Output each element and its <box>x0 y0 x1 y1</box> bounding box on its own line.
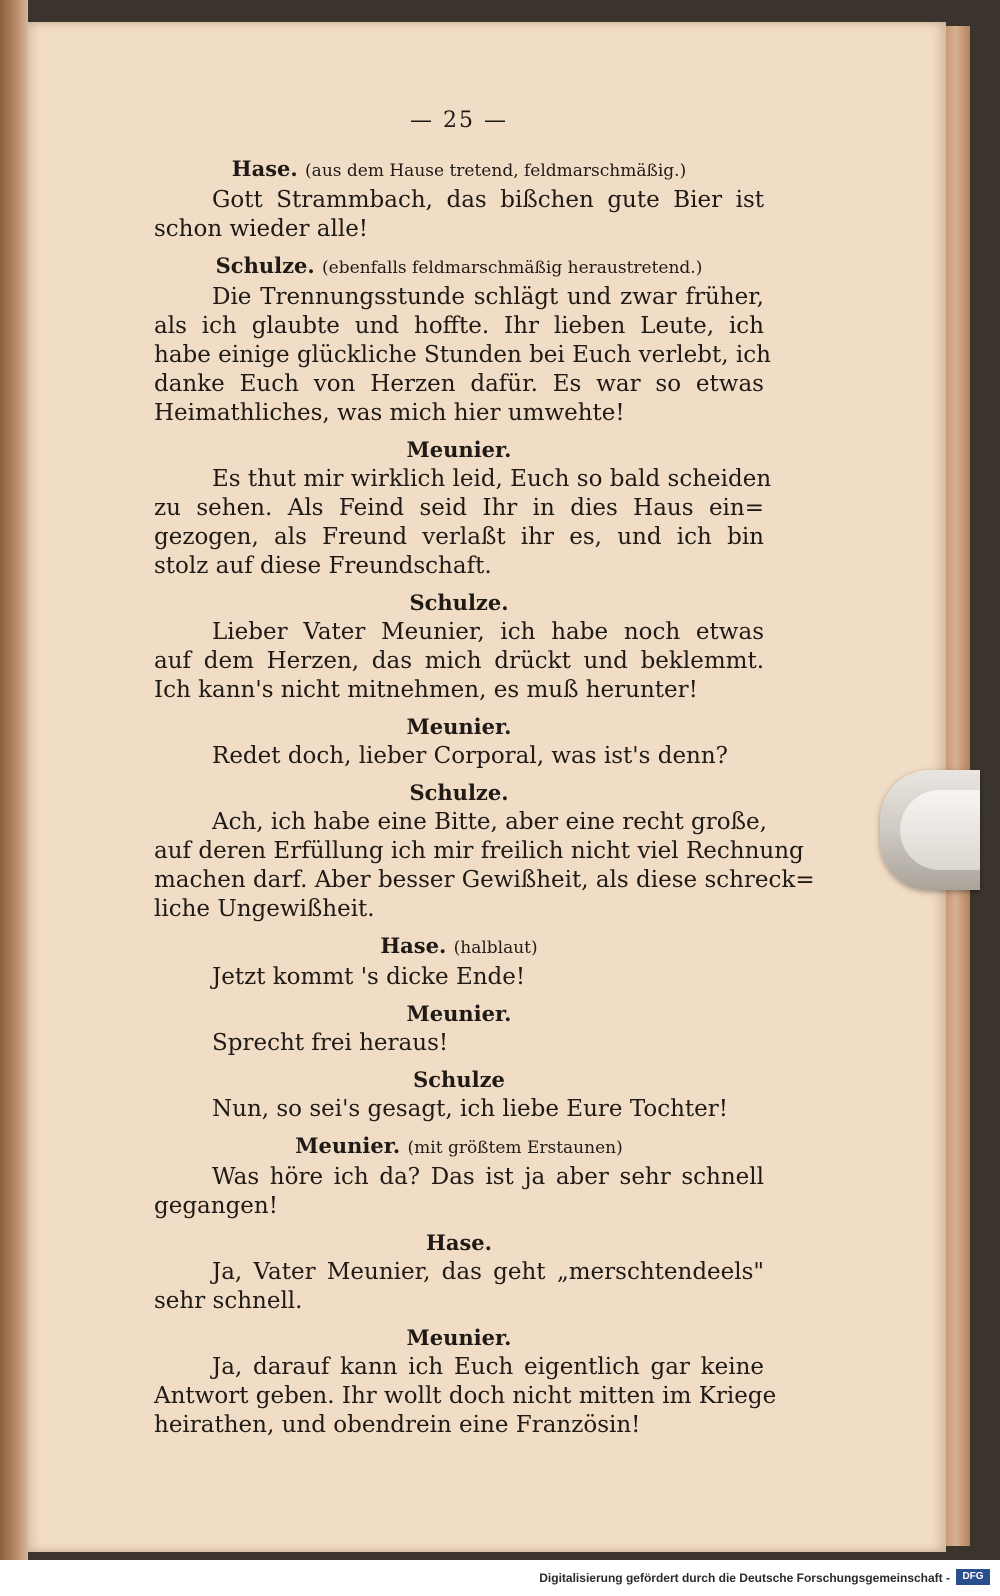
text-line: Nun, so sei's gesagt, ich liebe Eure Tochter! <box>212 1096 729 1122</box>
speaker-name: Schulze <box>413 1067 505 1092</box>
text-line: Ja, darauf kann ich Euch eigentlich gar keine <box>212 1354 764 1380</box>
speaker-name: Meunier. <box>295 1133 401 1158</box>
block-gap <box>154 1440 764 1447</box>
stage-direction: (mit größtem Erstaunen) <box>407 1138 623 1158</box>
text-line: gegangen! <box>154 1193 278 1219</box>
dfg-logo: DFG <box>956 1569 990 1585</box>
text-line: Es thut mir wirklich leid, Euch so bald scheiden <box>212 466 772 492</box>
text-line: Ich kann's nicht mitnehmen, es muß herunter! <box>154 677 698 703</box>
speaker-heading <box>154 1131 764 1163</box>
text-line: stolz auf diese Freundschaft. <box>154 553 492 579</box>
text-line: Jetzt kommt 's dicke Ende! <box>212 964 526 990</box>
text-line: Die Trennungsstunde schlägt und zwar früher, <box>212 284 764 310</box>
block-gap <box>154 1058 764 1065</box>
speaker-name: Meunier. <box>406 1325 512 1350</box>
speaker-name: Hase. <box>231 156 298 181</box>
speaker-heading <box>154 1228 764 1258</box>
speaker-name: Meunier. <box>406 437 512 462</box>
text-line: Gott Strammbach, das bißchen gute Bier ist <box>212 187 764 213</box>
text-line: Lieber Vater Meunier, ich habe noch etwas <box>212 619 764 645</box>
block-gap <box>154 1221 764 1228</box>
block-gap <box>154 1316 764 1323</box>
speaker-name: Meunier. <box>406 714 512 739</box>
speaker-name: Schulze. <box>409 590 509 615</box>
speaker-heading <box>154 712 764 742</box>
block-gap <box>154 771 764 778</box>
text-line: als ich glaubte und hoffte. Ihr lieben Leute, ich <box>154 313 764 339</box>
text-line: zu sehen. Als Feind seid Ihr in dies Haus ein= <box>154 495 764 521</box>
speaker-heading <box>154 251 764 283</box>
block-gap <box>154 1124 764 1131</box>
page-clip-highlight <box>900 790 980 870</box>
block-gap <box>154 428 764 435</box>
text-line: Antwort geben. Ihr wollt doch nicht mitten im Kriege <box>154 1383 777 1409</box>
speaker-heading <box>154 778 764 808</box>
block-gap <box>154 244 764 251</box>
text-line: Sprecht frei heraus! <box>212 1030 449 1056</box>
text-line: Ja, Vater Meunier, das geht „merschtendeels" <box>212 1259 764 1285</box>
text-line: auf dem Herzen, das mich drückt und beklemmt. <box>154 648 764 674</box>
speaker-heading <box>154 435 764 465</box>
block-gap <box>154 581 764 588</box>
speaker-heading <box>154 1323 764 1353</box>
speaker-name: Schulze. <box>409 780 509 805</box>
text-line: auf deren Erfüllung ich mir freilich nicht viel Rechnung <box>154 838 804 864</box>
text-line: danke Euch von Herzen dafür. Es war so etwas <box>154 371 764 397</box>
speaker-heading <box>154 154 764 186</box>
funding-credit: Digitalisierung gefördert durch die Deutsche Forschungsgemeinschaft - <box>539 1571 950 1585</box>
text-line: sehr schnell. <box>154 1288 303 1314</box>
speaker-name: Hase. <box>426 1230 492 1255</box>
page-number: — 25 — <box>410 108 508 133</box>
speaker-heading <box>154 588 764 618</box>
text-line: Heimathliches, was mich hier umwehte! <box>154 400 625 426</box>
stage-direction: (halblaut) <box>453 938 538 958</box>
block-gap <box>154 705 764 712</box>
block-gap <box>154 992 764 999</box>
text-line: machen darf. Aber besser Gewißheit, als diese schreck= <box>154 867 815 893</box>
speaker-heading <box>154 1065 764 1095</box>
speaker-name: Hase. <box>380 933 447 958</box>
dialogue-blocks <box>154 154 815 1447</box>
text-line: gezogen, als Freund verlaßt ihr es, und ich bin <box>154 524 764 550</box>
text-line: habe einige glückliche Stunden bei Euch verlebt, ich <box>154 342 771 368</box>
text-line: schon wieder alle! <box>154 216 369 242</box>
text-line: liche Ungewißheit. <box>154 896 375 922</box>
text-line: Was höre ich da? Das ist ja aber sehr schnell <box>212 1164 764 1190</box>
page-text <box>154 108 815 1447</box>
footer-bar <box>0 1560 1000 1596</box>
speaker-name: Schulze. <box>215 253 315 278</box>
speaker-heading <box>154 931 764 963</box>
text-line: Redet doch, lieber Corporal, was ist's denn? <box>212 743 729 769</box>
block-gap <box>154 924 764 931</box>
text-line: heirathen, und obendrein eine Französin! <box>154 1412 641 1438</box>
left-page-edge <box>0 0 28 1560</box>
stage-direction: (aus dem Hause tretend, feldmarschmäßig.) <box>305 161 687 181</box>
speaker-heading <box>154 999 764 1029</box>
speaker-name: Meunier. <box>406 1001 512 1026</box>
stage-direction: (ebenfalls feldmarschmäßig heraustretend.) <box>322 258 703 278</box>
text-line: Ach, ich habe eine Bitte, aber eine recht große, <box>212 809 767 835</box>
